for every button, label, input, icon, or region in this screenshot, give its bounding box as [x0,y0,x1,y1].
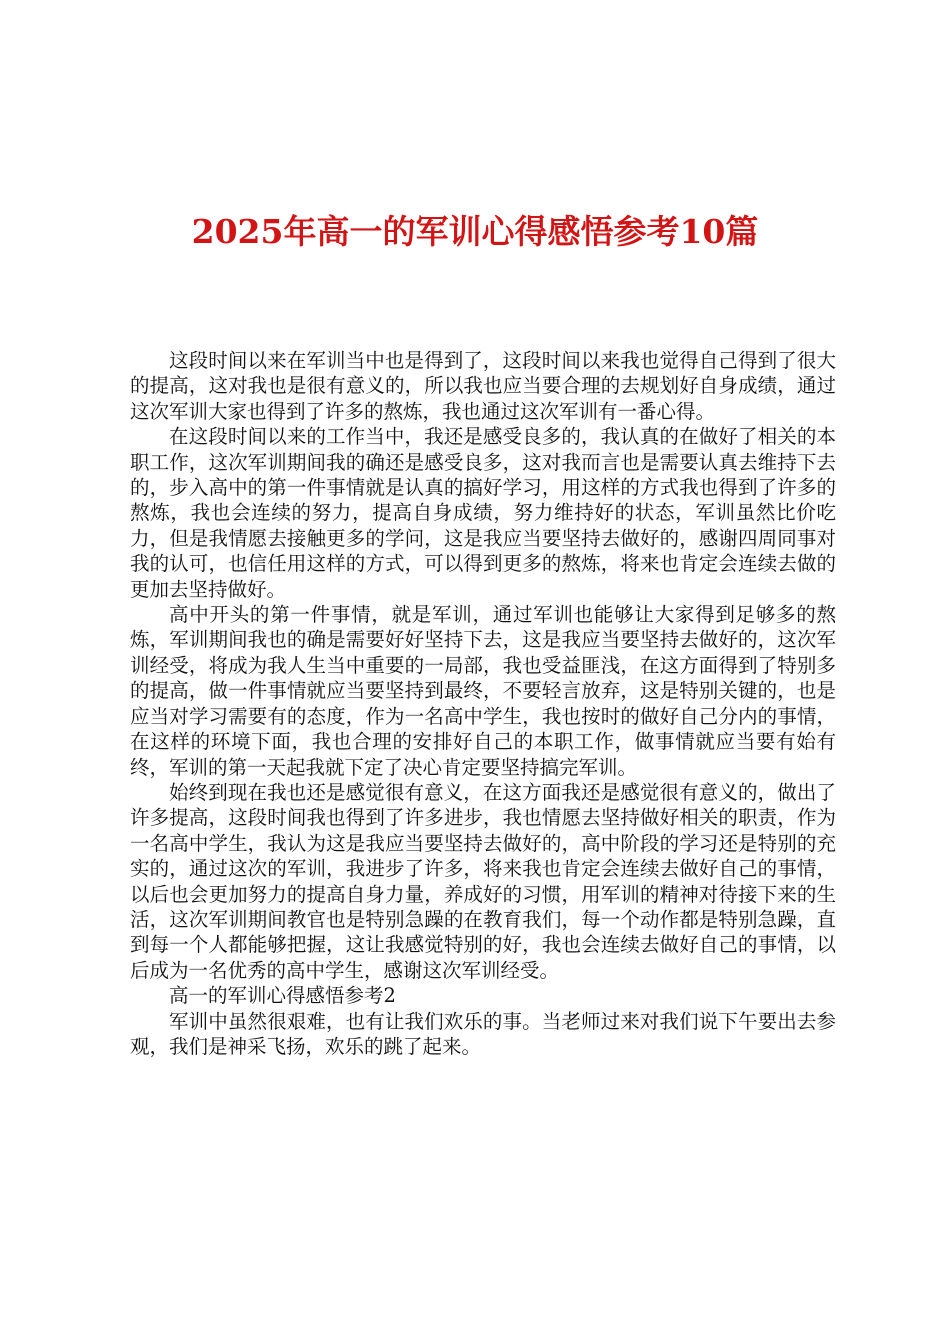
body-paragraph: 高中开头的第一件事情，就是军训，通过军训也能够让大家得到足够多的熬炼，军训期间我也的确是需要好好坚持下去，这是我应当要坚持去做好的，这次军训经受，将成为我人生当中重要的一局部，我也受益匪浅，在这方面得到了特别多的提高，做一件事情就应当要坚持到最终，不要轻言放弃，这是特别关键的，也是应当对学习需要有的态度，作为一名高中学生，我也按时的做好自己分内的事情，在这样的环境下面，我也合理的安排好自己的本职工作，做事情就应当要有始有终，军训的第一天起我就下定了决心肯定要坚持搞完军训。 [130,603,836,779]
document-body [130,348,836,1059]
body-paragraph: 始终到现在我也还是感觉很有意义，在这方面我还是感觉很有意义的，做出了许多提高，这段时间我也得到了许多进步，我也情愿去坚持做好相关的职责，作为一名高中学生，我认为这是我应当要坚持去做好的，高中阶段的学习还是特别的充实的，通过这次的军训，我进步了许多，将来我也肯定会连续去做好自己的事情，以后也会更加努力的提高自身力量，养成好的习惯，用军训的精神对待接下来的生活，这次军训期间教官也是特别急躁的在教育我们，每一个动作都是特别急躁，直到每一个人都能够把握，这让我感觉特别的好，我也会连续去做好自己的事情，以后成为一名优秀的高中学生，感谢这次军训经受。 [130,780,836,982]
body-paragraph: 军训中虽然很艰难，也有让我们欢乐的事。当老师过来对我们说下午要出去参观，我们是神采飞扬，欢乐的跳了起来。 [130,1009,836,1058]
document-title: 2025年高一的军训心得感悟参考10篇 [191,212,759,251]
body-paragraph: 在这段时间以来的工作当中，我还是感受良多的，我认真的在做好了相关的本职工作，这次军训期间我的确还是感受良多，这对我而言也是需要认真去维持下去的，步入高中的第一件事情就是认真的搞好学习，用这样的方式我也得到了许多的熬炼，我也会连续的努力，提高自身成绩，努力维持好的状态，军训虽然比价吃力，但是我情愿去接触更多的学问，这是我应当要坚持去做好的，感谢四周同事对我的认可，也信任用这样的方式，可以得到更多的熬炼，将来也肯定会连续去做的更加去坚持做好。 [130,425,836,601]
body-paragraph: 这段时间以来在军训当中也是得到了，这段时间以来我也觉得自己得到了很大的提高，这对我也是很有意义的，所以我也应当要合理的去规划好自身成绩，通过这次军训大家也得到了许多的熬炼，我也通过这次军训有一番心得。 [130,349,836,423]
section-heading: 高一的军训心得感悟参考2 [169,984,396,1008]
